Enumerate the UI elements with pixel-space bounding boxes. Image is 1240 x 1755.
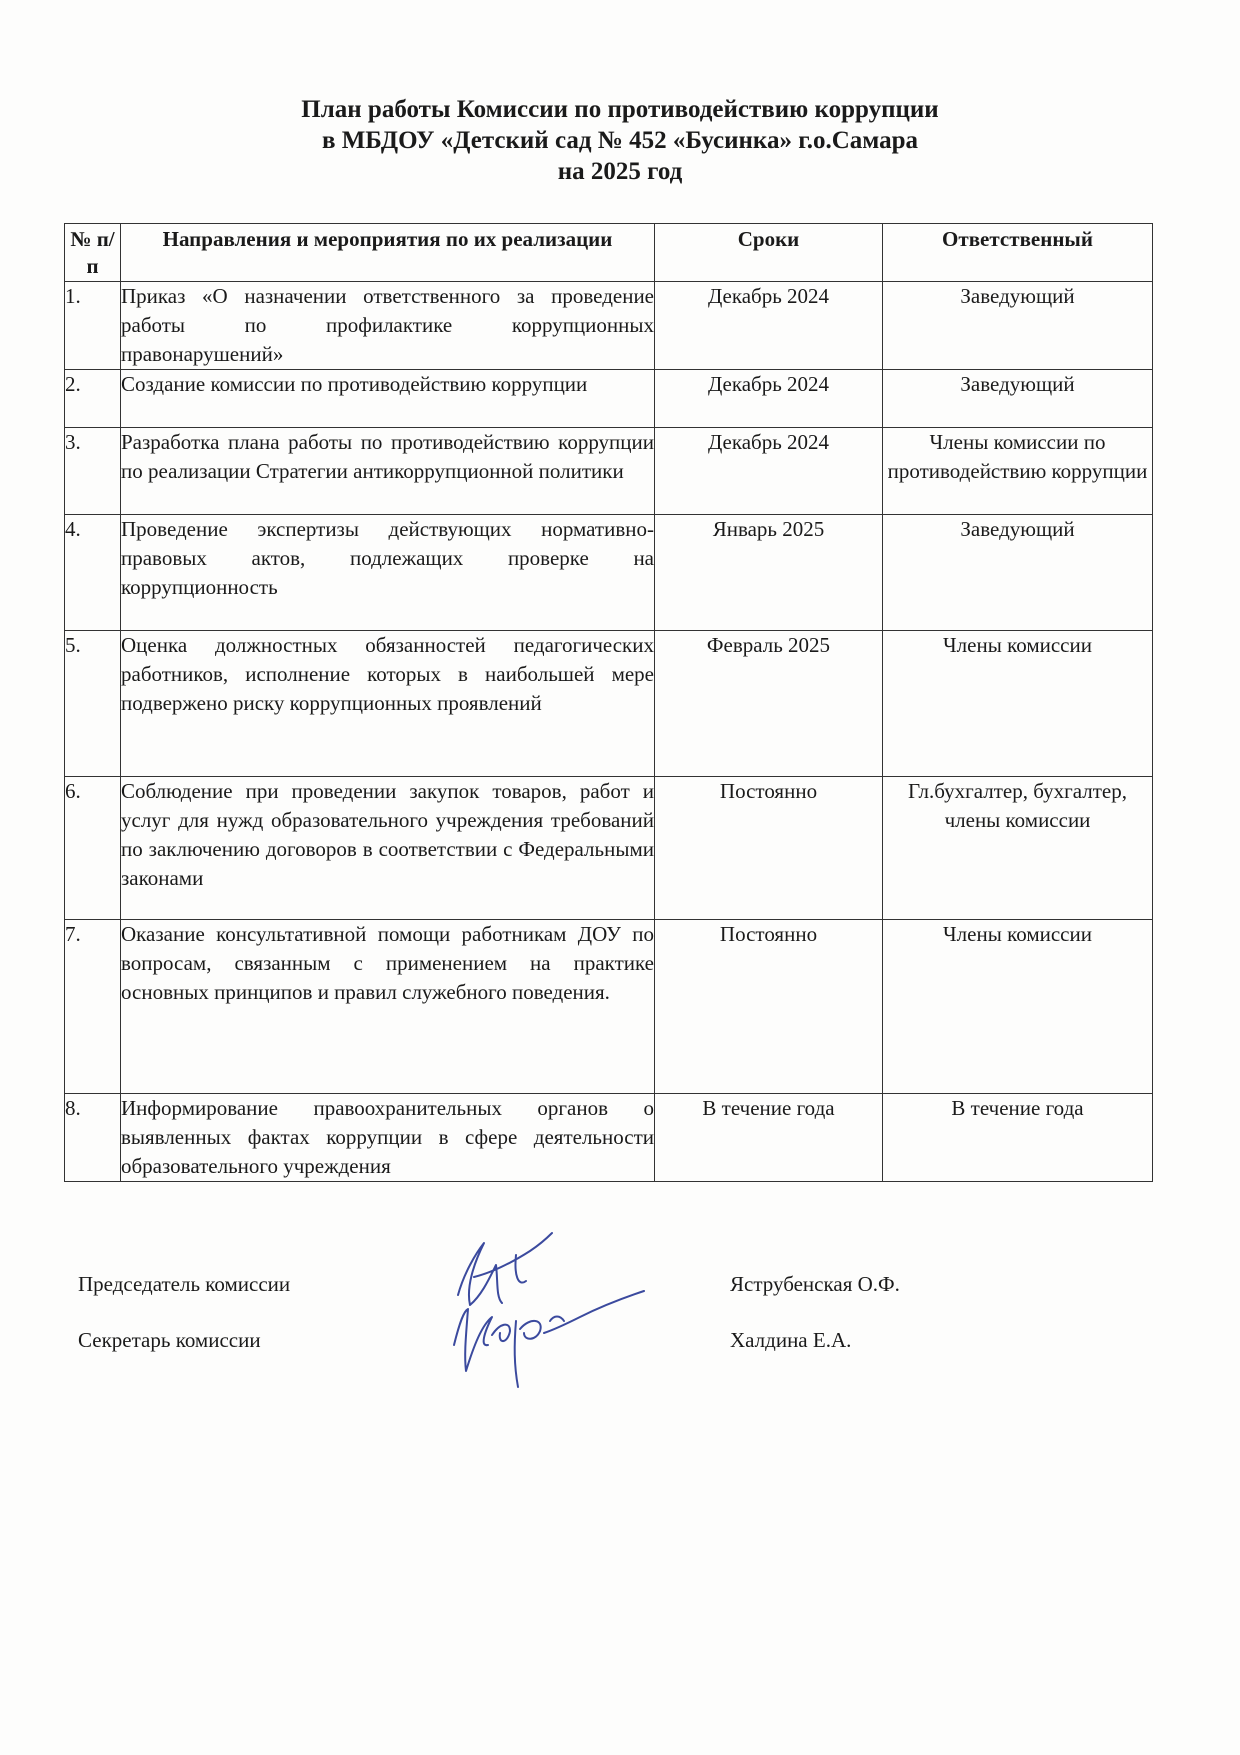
header-responsible: Ответственный	[883, 224, 1153, 282]
table-row	[65, 370, 1153, 428]
table-row	[65, 777, 1153, 920]
row-term: Январь 2025	[655, 515, 883, 631]
row-num: 5.	[65, 631, 121, 777]
row-num: 4.	[65, 515, 121, 631]
signature-stroke	[550, 1317, 564, 1322]
signature-stroke	[492, 1325, 510, 1341]
secretary-role: Секретарь комиссии	[78, 1328, 261, 1352]
signature-stroke	[544, 1291, 644, 1333]
row-term: В течение года	[655, 1094, 883, 1182]
chair-role: Председатель комиссии	[78, 1272, 291, 1296]
row-num: 6.	[65, 777, 121, 920]
title-line-3: на 2025 год	[557, 158, 683, 185]
signature-stroke	[474, 1233, 552, 1277]
header-task: Направления и мероприятия по их реализации	[121, 224, 655, 282]
signature-stroke	[458, 1243, 502, 1305]
table-row	[65, 1094, 1153, 1182]
row-task: Оказание консультативной помощи работникам ДОУ по вопросам, связанным с применением на практике основных принципов и правил служебного поведения.	[121, 920, 655, 1094]
row-num: 1.	[65, 282, 121, 370]
title-line-1: План работы Комиссии по противодействию коррупции	[301, 96, 939, 123]
row-term: Декабрь 2024	[655, 370, 883, 428]
row-term: Февраль 2025	[655, 631, 883, 777]
row-num: 7.	[65, 920, 121, 1094]
plan-table	[64, 223, 1153, 1182]
title-line-2: в МБДОУ «Детский сад № 452 «Бусинка» г.о.Самара	[321, 127, 919, 154]
signature-stroke	[520, 1321, 541, 1339]
row-responsible: Члены комиссии	[883, 631, 1153, 777]
row-responsible: Гл.бухгалтер, бухгалтер, члены комиссии	[883, 777, 1153, 920]
table-row	[65, 428, 1153, 515]
row-num: 3.	[65, 428, 121, 515]
table-row	[65, 282, 1153, 370]
row-responsible: Заведующий	[883, 515, 1153, 631]
row-responsible: В течение года	[883, 1094, 1153, 1182]
header-num: № п/п	[65, 224, 121, 282]
row-responsible: Заведующий	[883, 282, 1153, 370]
row-responsible: Члены комиссии по противодействию коррупции	[883, 428, 1153, 515]
table-row	[65, 631, 1153, 777]
row-task: Проведение экспертизы действующих нормативно- правовых актов, подлежащих проверке на коррупционность	[121, 515, 655, 631]
row-responsible: Члены комиссии	[883, 920, 1153, 1094]
table-header-row	[65, 224, 1153, 282]
row-task: Приказ «О назначении ответственного за проведение работы по профилактике коррупционных правонарушений»	[121, 282, 655, 370]
row-responsible: Заведующий	[883, 370, 1153, 428]
row-task: Создание комиссии по противодействию коррупции	[121, 370, 655, 428]
row-task: Соблюдение при проведении закупок товаров, работ и услуг для нужд образовательного учреждения требований по заключению договоров в соответствии с Федеральными законами	[121, 777, 655, 920]
document-title	[0, 94, 1240, 187]
row-term: Постоянно	[655, 777, 883, 920]
row-term: Постоянно	[655, 920, 883, 1094]
table-row	[65, 920, 1153, 1094]
chair-name: Яструбенская О.Ф.	[730, 1272, 900, 1296]
row-term: Декабрь 2024	[655, 428, 883, 515]
signature-stroke	[454, 1309, 492, 1371]
handwritten-signature	[430, 1225, 650, 1395]
row-num: 8.	[65, 1094, 121, 1182]
row-task: Информирование правоохранительных органов о выявленных фактах коррупции в сфере деятельности образовательного учреждения	[121, 1094, 655, 1182]
row-term: Декабрь 2024	[655, 282, 883, 370]
row-task: Оценка должностных обязанностей педагогических работников, исполнение которых в наибольшей мере подвержено риску коррупционных проявлений	[121, 631, 655, 777]
row-num: 2.	[65, 370, 121, 428]
table-row	[65, 515, 1153, 631]
secretary-name: Халдина Е.А.	[730, 1328, 852, 1352]
header-term: Сроки	[655, 224, 883, 282]
signature-stroke	[515, 1321, 518, 1387]
row-task: Разработка плана работы по противодействию коррупции по реализации Стратегии антикоррупционной политики	[121, 428, 655, 515]
